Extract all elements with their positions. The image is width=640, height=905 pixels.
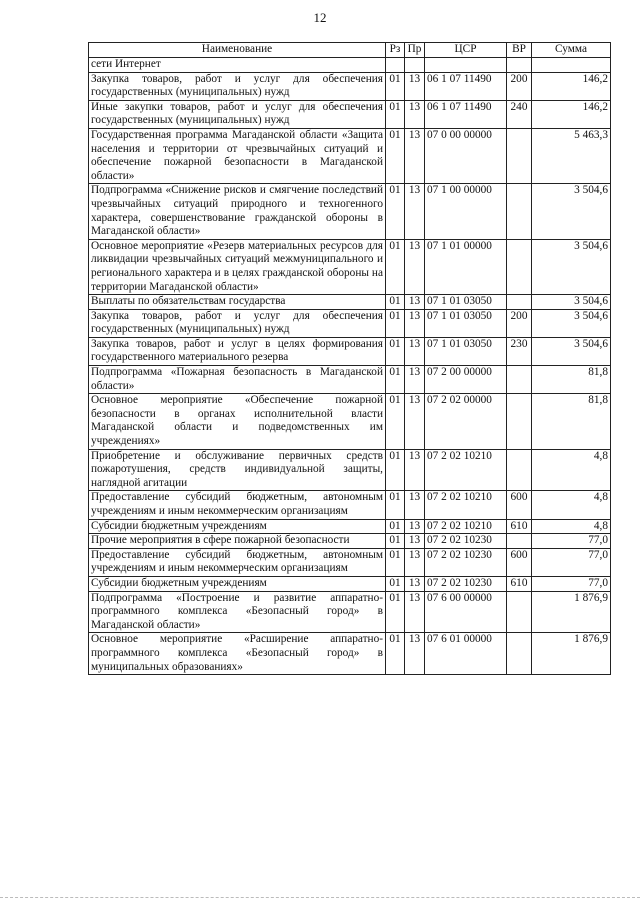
row-csr: 07 2 02 10210 [425, 491, 507, 519]
row-csr: 07 6 01 00000 [425, 633, 507, 675]
table-row [89, 128, 611, 183]
row-csr [425, 58, 507, 73]
row-sum: 77,0 [532, 576, 611, 591]
row-csr: 07 0 00 00000 [425, 128, 507, 183]
page-number: 12 [313, 10, 327, 25]
row-rz: 01 [386, 72, 405, 100]
row-rz: 01 [386, 591, 405, 633]
header-rz: Рз [386, 43, 405, 58]
table-row [89, 576, 611, 591]
row-name: Подпрограмма «Пожарная безопасность в Магаданской области» [89, 366, 386, 394]
row-csr: 07 1 00 00000 [425, 184, 507, 239]
table-row [89, 72, 611, 100]
row-sum: 1 876,9 [532, 591, 611, 633]
table-row [89, 394, 611, 449]
table-row [89, 633, 611, 675]
row-sum: 3 504,6 [532, 184, 611, 239]
table-row [89, 366, 611, 394]
row-pr: 13 [405, 295, 425, 310]
row-sum: 81,8 [532, 394, 611, 449]
row-vr [507, 295, 532, 310]
row-rz: 01 [386, 519, 405, 534]
row-sum: 77,0 [532, 534, 611, 549]
row-pr: 13 [405, 633, 425, 675]
row-vr [507, 128, 532, 183]
row-vr: 600 [507, 491, 532, 519]
row-vr: 230 [507, 337, 532, 365]
row-sum [532, 58, 611, 73]
row-sum: 81,8 [532, 366, 611, 394]
row-vr: 200 [507, 309, 532, 337]
row-pr: 13 [405, 449, 425, 491]
header-vr: ВР [507, 43, 532, 58]
row-vr [507, 591, 532, 633]
row-vr: 610 [507, 519, 532, 534]
row-sum: 4,8 [532, 491, 611, 519]
row-pr: 13 [405, 239, 425, 294]
row-rz: 01 [386, 449, 405, 491]
table-row [89, 184, 611, 239]
row-pr: 13 [405, 534, 425, 549]
row-rz: 01 [386, 337, 405, 365]
row-rz: 01 [386, 394, 405, 449]
row-sum: 3 504,6 [532, 295, 611, 310]
row-pr: 13 [405, 128, 425, 183]
table-header-row [89, 43, 611, 58]
row-rz: 01 [386, 239, 405, 294]
row-sum: 4,8 [532, 449, 611, 491]
row-csr: 06 1 07 11490 [425, 100, 507, 128]
row-rz: 01 [386, 633, 405, 675]
row-vr [507, 366, 532, 394]
row-name: Предоставление субсидий бюджетным, автономным учреждениям и иным некоммерческим организациям [89, 548, 386, 576]
row-pr: 13 [405, 576, 425, 591]
row-name: Приобретение и обслуживание первичных средств пожаротушения, средств индивидуальной защиты, наглядной агитации [89, 449, 386, 491]
header-pr: Пр [405, 43, 425, 58]
row-csr: 07 2 02 10210 [425, 449, 507, 491]
row-rz: 01 [386, 128, 405, 183]
row-name: Подпрограмма «Снижение рисков и смягчение последствий чрезвычайных ситуаций природного и техногенного характера, совершенствование гражданской обороны в Магаданской области» [89, 184, 386, 239]
table-row [89, 548, 611, 576]
row-csr: 07 2 02 10230 [425, 576, 507, 591]
row-sum: 77,0 [532, 548, 611, 576]
row-name: Предоставление субсидий бюджетным, автономным учреждениям и иным некоммерческим организациям [89, 491, 386, 519]
row-name: Закупка товаров, работ и услуг для обеспечения государственных (муниципальных) нужд [89, 309, 386, 337]
row-vr: 600 [507, 548, 532, 576]
row-sum: 3 504,6 [532, 309, 611, 337]
row-csr: 07 1 01 03050 [425, 309, 507, 337]
row-csr: 07 6 00 00000 [425, 591, 507, 633]
row-vr [507, 633, 532, 675]
row-name: Выплаты по обязательствам государства [89, 295, 386, 310]
row-rz [386, 58, 405, 73]
row-name: Основное мероприятие «Обеспечение пожарной безопасности в органах исполнительной власти Магаданской области и подведомственных им учреждениях» [89, 394, 386, 449]
row-csr: 07 1 01 03050 [425, 295, 507, 310]
row-vr: 610 [507, 576, 532, 591]
row-name: Иные закупки товаров, работ и услуг для обеспечения государственных (муниципальных) нужд [89, 100, 386, 128]
table-row [89, 58, 611, 73]
table-row [89, 295, 611, 310]
row-csr: 07 1 01 03050 [425, 337, 507, 365]
table-row [89, 239, 611, 294]
row-pr: 13 [405, 100, 425, 128]
row-pr: 13 [405, 548, 425, 576]
row-rz: 01 [386, 576, 405, 591]
row-vr [507, 184, 532, 239]
table-row [89, 534, 611, 549]
row-sum: 5 463,3 [532, 128, 611, 183]
table-row [89, 309, 611, 337]
row-csr: 06 1 07 11490 [425, 72, 507, 100]
table-row [89, 591, 611, 633]
row-sum: 1 876,9 [532, 633, 611, 675]
row-name: Закупка товаров, работ и услуг для обеспечения государственных (муниципальных) нужд [89, 72, 386, 100]
table-row [89, 100, 611, 128]
row-pr: 13 [405, 337, 425, 365]
row-sum: 3 504,6 [532, 337, 611, 365]
row-name: Основное мероприятие «Расширение аппаратно-программного комплекса «Безопасный город» в муниципальных образованиях» [89, 633, 386, 675]
row-name: Подпрограмма «Построение и развитие аппаратно-программного комплекса «Безопасный город» в Магаданской области» [89, 591, 386, 633]
row-vr [507, 394, 532, 449]
row-rz: 01 [386, 100, 405, 128]
row-csr: 07 1 01 00000 [425, 239, 507, 294]
row-csr: 07 2 02 00000 [425, 394, 507, 449]
row-vr [507, 58, 532, 73]
row-rz: 01 [386, 548, 405, 576]
table-row [89, 449, 611, 491]
row-name: сети Интернет [89, 58, 386, 73]
header-name: Наименование [89, 43, 386, 58]
row-pr: 13 [405, 184, 425, 239]
header-sum: Сумма [532, 43, 611, 58]
row-sum: 3 504,6 [532, 239, 611, 294]
row-rz: 01 [386, 309, 405, 337]
row-sum: 146,2 [532, 100, 611, 128]
row-csr: 07 2 02 10230 [425, 534, 507, 549]
row-name: Основное мероприятие «Резерв материальных ресурсов для ликвидации чрезвычайных ситуаций межмуниципального и регионального характера и в целях гражданской обороны на территории Магаданской области» [89, 239, 386, 294]
row-pr: 13 [405, 394, 425, 449]
row-pr: 13 [405, 519, 425, 534]
row-name: Субсидии бюджетным учреждениям [89, 519, 386, 534]
table-row [89, 491, 611, 519]
row-name: Субсидии бюджетным учреждениям [89, 576, 386, 591]
row-rz: 01 [386, 295, 405, 310]
row-rz: 01 [386, 184, 405, 239]
row-name: Закупка товаров, работ и услуг в целях формирования государственного материального резерва [89, 337, 386, 365]
page-bottom-rule [0, 897, 640, 898]
row-vr: 240 [507, 100, 532, 128]
row-vr: 200 [507, 72, 532, 100]
budget-table [88, 42, 611, 675]
table-row [89, 337, 611, 365]
row-rz: 01 [386, 491, 405, 519]
row-pr: 13 [405, 491, 425, 519]
row-sum: 4,8 [532, 519, 611, 534]
row-csr: 07 2 00 00000 [425, 366, 507, 394]
header-csr: ЦСР [425, 43, 507, 58]
row-pr: 13 [405, 72, 425, 100]
row-name: Прочие мероприятия в сфере пожарной безопасности [89, 534, 386, 549]
row-csr: 07 2 02 10210 [425, 519, 507, 534]
row-vr [507, 239, 532, 294]
row-rz: 01 [386, 534, 405, 549]
table-row [89, 519, 611, 534]
row-vr [507, 449, 532, 491]
row-pr: 13 [405, 591, 425, 633]
row-pr [405, 58, 425, 73]
row-vr [507, 534, 532, 549]
row-name: Государственная программа Магаданской области «Защита населения и территории от чрезвычайных ситуаций и обеспечение пожарной безопасности в Магаданской области» [89, 128, 386, 183]
row-pr: 13 [405, 309, 425, 337]
row-rz: 01 [386, 366, 405, 394]
row-sum: 146,2 [532, 72, 611, 100]
row-csr: 07 2 02 10230 [425, 548, 507, 576]
row-pr: 13 [405, 366, 425, 394]
